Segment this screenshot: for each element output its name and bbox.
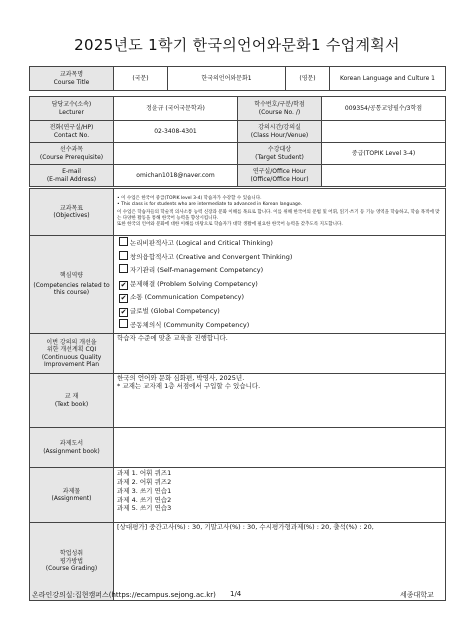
lecturer-value: 정윤규 (국어국문학과) xyxy=(114,97,238,121)
course-ko-name: 한국의언어와문화1 xyxy=(168,67,286,91)
cqi-value: 학습자 수준에 맞춘 교육을 진행합니다. xyxy=(114,334,446,374)
lecturer-label: 담당교수(소속) Lecturer xyxy=(30,97,114,121)
checkbox-icon[interactable] xyxy=(119,237,128,246)
page-title: 2025년도 1학기 한국의언어와문화1 수업계획서 xyxy=(74,36,400,54)
class-hour-label: 강의시간/강의실 (Class Hour/Venue) xyxy=(238,121,322,143)
competencies-label: 핵심역량 (Competencies related to this course) xyxy=(30,236,114,334)
contact-value: 02-3408-4301 xyxy=(114,121,238,143)
competencies-list xyxy=(114,236,446,334)
footer-ecampus-link[interactable]: 온라인강의실:집현캠퍼스(https://ecampus.sejong.ac.kr) xyxy=(32,591,216,599)
course-no-label: 학수번호/구분/학점 (Course No. /) xyxy=(238,97,322,121)
course-ko-tag: (국문) xyxy=(114,67,168,91)
assignment-item: 과제 3. 쓰기 연습1 xyxy=(117,486,172,495)
target-value: 중급(TOPIK Level 3-4) xyxy=(322,143,446,165)
grading-label: 학업성취 평가방법 (Course Grading) xyxy=(30,523,114,601)
assignment-book-value xyxy=(114,428,446,468)
checkbox-icon[interactable]: ✔ xyxy=(120,294,127,303)
course-title-label: 교과목명 Course Title xyxy=(30,67,114,91)
course-en-name: Korean Language and Culture 1 xyxy=(330,67,446,91)
competency-item[interactable]: ✔ 소통 (Communication Competency) xyxy=(120,293,245,303)
checkbox-icon[interactable] xyxy=(119,264,128,273)
university-name: 세종대학교 xyxy=(400,591,434,599)
syllabus-table xyxy=(29,188,446,601)
checkbox-icon[interactable]: ✔ xyxy=(120,307,127,316)
assignment-item: 과제 2. 어휘 퀴즈2 xyxy=(117,477,172,486)
checkbox-icon[interactable] xyxy=(119,251,128,260)
assignment-item: 과제 5. 쓰기 연습3 xyxy=(117,504,172,513)
textbook-value: 한국의 언어와 문화 심화편, 박영사, 2025년. * 교재는 교자재 1층 서점에서 구입할 수 있습니다. xyxy=(114,374,446,428)
competency-item[interactable]: 논리비판적사고 (Logical and Critical Thinking) xyxy=(119,237,442,251)
assignment-item: 과제 4. 쓰기 연습2 xyxy=(117,495,172,504)
course-en-tag: (영문) xyxy=(286,67,330,91)
prereq-label: 선수과목 (Course Prerequisite) xyxy=(30,143,114,165)
course-no-value: 009354/공통교양필수/3학점 xyxy=(322,97,446,121)
cqi-label: 이번 강의의 개선을 위한 개선계획 CQI (Continuous Quality Improvement Plan xyxy=(30,334,114,374)
competency-item[interactable]: 공동체의식 (Community Competency) xyxy=(119,319,442,333)
class-hour-value xyxy=(322,121,446,143)
objectives-label: 교과목표 (Objectives) xyxy=(30,189,114,236)
competency-item[interactable]: 창의융합적사고 (Creative and Convergent Thinking) xyxy=(119,251,442,265)
textbook-label: 교 재 (Text book) xyxy=(30,374,114,428)
competency-item[interactable]: ✔ 글로벌 (Global Competency) xyxy=(120,306,220,316)
objectives-text: • 이 수업은 한국어 중급(TOPIK level 3-4) 학습자가 수강할 수 있습니다. • This class is for students who are intermediate to advanced in Korean language. 이 수업은 학습자들의 학술적 의사소통 능력 신장과 문화 이해를 목표로 합니다. 이를 위해 한국어의 문법 및 어휘, 읽기·쓰기 등 기능 영역을 학습하고, 학습 목적에 맞는 다양한 활동을 통해 한국어 능력을 향상시킵니다. 또한 한국의 언어와 문화에 대한 이해를 바탕으로 학습자가 대학 생활에 필요한 한국어 능력을 갖추도록 지도합니다. xyxy=(114,189,446,236)
target-label: 수강대상 (Target Student) xyxy=(238,143,322,165)
assignment-item: 과제 1. 어휘 퀴즈1 xyxy=(117,469,172,478)
checkbox-icon[interactable] xyxy=(119,319,128,328)
course-info-table xyxy=(29,96,446,187)
competency-item[interactable]: 자기관리 (Self-management Competency) xyxy=(119,264,442,278)
prereq-value xyxy=(114,143,238,165)
checkbox-icon[interactable]: ✔ xyxy=(120,280,127,289)
email-label: E-mail (E-mail Address) xyxy=(30,165,114,187)
assignment-label: 과제물 (Assignment) xyxy=(30,468,114,523)
competency-item[interactable]: ✔ 문제해결 (Problem Solving Competency) xyxy=(120,279,258,289)
contact-label: 전화(연구실/HP) Contact No. xyxy=(30,121,114,143)
office-value xyxy=(322,165,446,187)
email-value[interactable]: omichan1018@naver.com xyxy=(114,165,238,187)
page-number: 1/4 xyxy=(230,590,242,598)
assignment-list xyxy=(114,468,446,523)
office-label: 연구실/Office Hour (Office/Office Hour) xyxy=(238,165,322,187)
course-title-table xyxy=(29,66,446,91)
grading-value: [상대평가] 중간고사(%) : 30, 기말고사(%) : 30, 수시평가형과제(%) : 20, 출석(%) : 20, xyxy=(114,523,446,601)
assignment-book-label: 과제도서 (Assignment book) xyxy=(30,428,114,468)
